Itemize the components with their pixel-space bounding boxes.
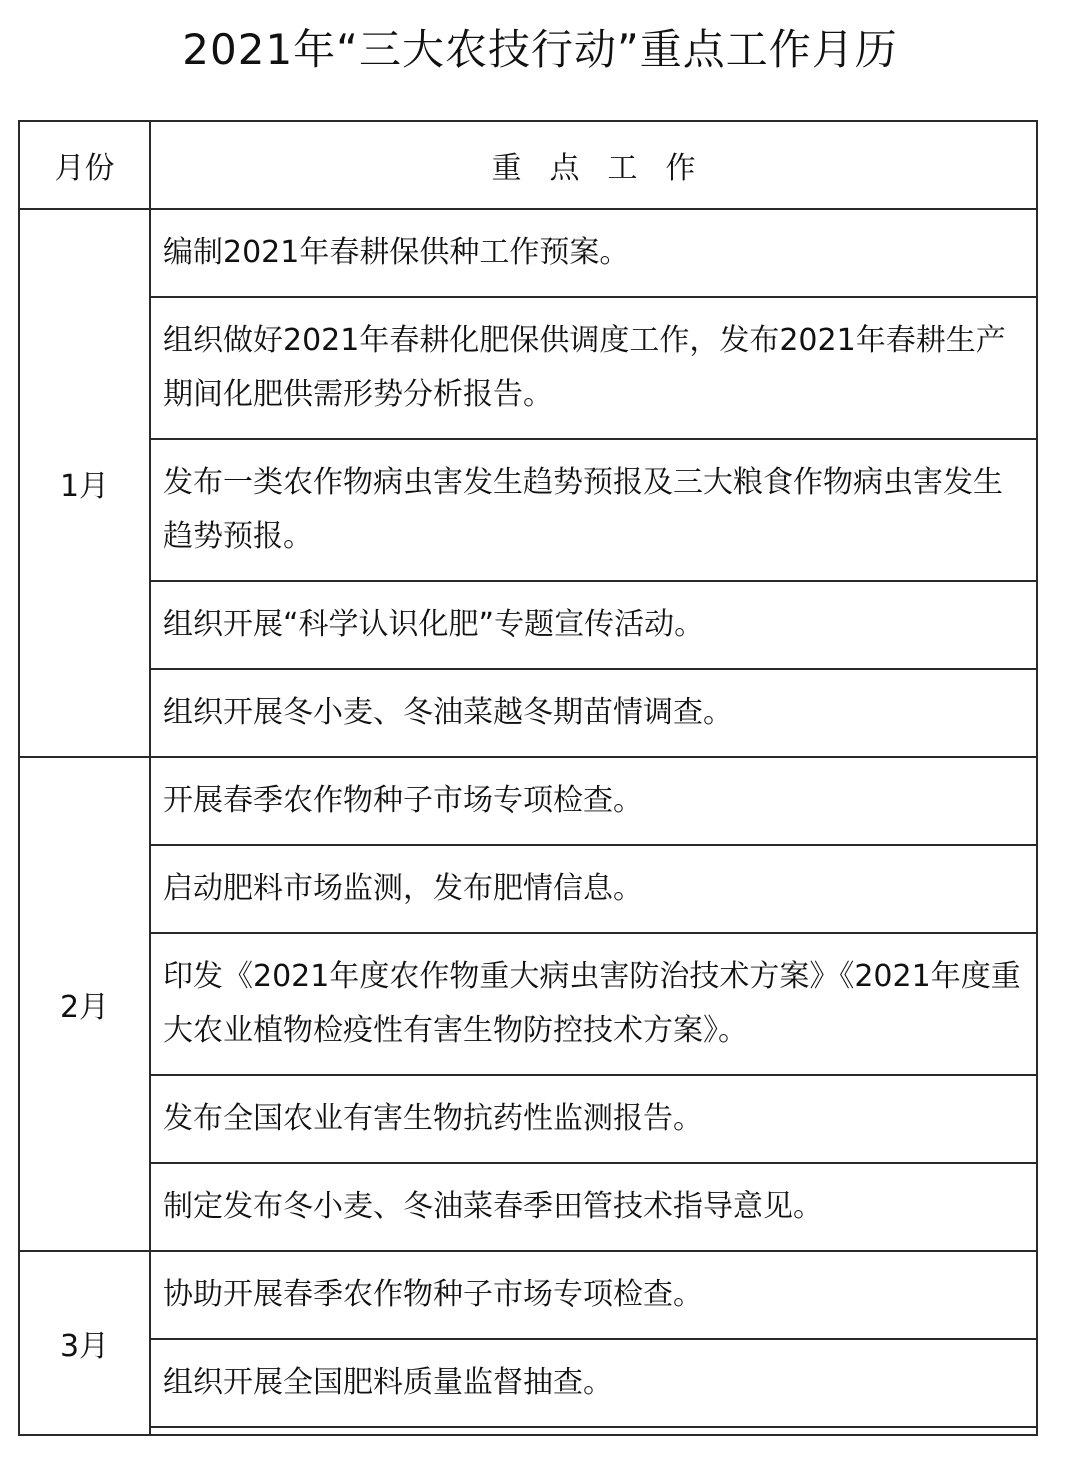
work-item: 印发《2021年度农作物重大病虫害防治技术方案》《2021年度重大农业植物检疫性有害生物防控技术方案》。 xyxy=(150,933,1037,1075)
table-row xyxy=(19,845,1037,933)
table-row xyxy=(19,297,1037,439)
table-header-row xyxy=(19,121,1037,209)
header-work: 重点工作 xyxy=(150,121,1037,209)
table-row xyxy=(19,581,1037,669)
table-row xyxy=(19,209,1037,297)
work-item: 开展春季农作物种子市场专项检查。 xyxy=(150,757,1037,845)
work-item: 启动肥料市场监测，发布肥情信息。 xyxy=(150,845,1037,933)
table-row xyxy=(19,1251,1037,1339)
table-row xyxy=(19,757,1037,845)
work-item: 组织开展全国肥料质量监督抽查。 xyxy=(150,1339,1037,1427)
header-month: 月份 xyxy=(19,121,150,209)
work-item: 组织开展冬小麦、冬油菜越冬期苗情调查。 xyxy=(150,669,1037,757)
page-title: 2021年“三大农技行动”重点工作月历 xyxy=(182,25,898,74)
work-item: 发布全国农业有害生物抗药性监测报告。 xyxy=(150,1075,1037,1163)
table-row xyxy=(19,439,1037,581)
table-row xyxy=(19,1339,1037,1427)
work-calendar-table xyxy=(18,120,1038,1436)
month-cell-march: 3月 xyxy=(19,1251,150,1435)
month-cell-january: 1月 xyxy=(19,209,150,757)
table-row-cutoff xyxy=(19,1427,1037,1435)
table-row xyxy=(19,933,1037,1075)
work-item: 发布一类农作物病虫害发生趋势预报及三大粮食作物病虫害发生趋势预报。 xyxy=(150,439,1037,581)
month-cell-february: 2月 xyxy=(19,757,150,1251)
work-item: 组织开展“科学认识化肥”专题宣传活动。 xyxy=(150,581,1037,669)
work-item: 制定发布冬小麦、冬油菜春季田管技术指导意见。 xyxy=(150,1163,1037,1251)
work-calendar-table-container xyxy=(18,120,1036,1436)
work-item: 协助开展春季农作物种子市场专项检查。 xyxy=(150,1251,1037,1339)
table-row xyxy=(19,1075,1037,1163)
work-item: 编制2021年春耕保供种工作预案。 xyxy=(150,209,1037,297)
work-item: 组织做好2021年春耕化肥保供调度工作，发布2021年春耕生产期间化肥供需形势分析报告。 xyxy=(150,297,1037,439)
table-row xyxy=(19,1163,1037,1251)
table-row xyxy=(19,669,1037,757)
work-item-cutoff xyxy=(150,1427,1037,1435)
